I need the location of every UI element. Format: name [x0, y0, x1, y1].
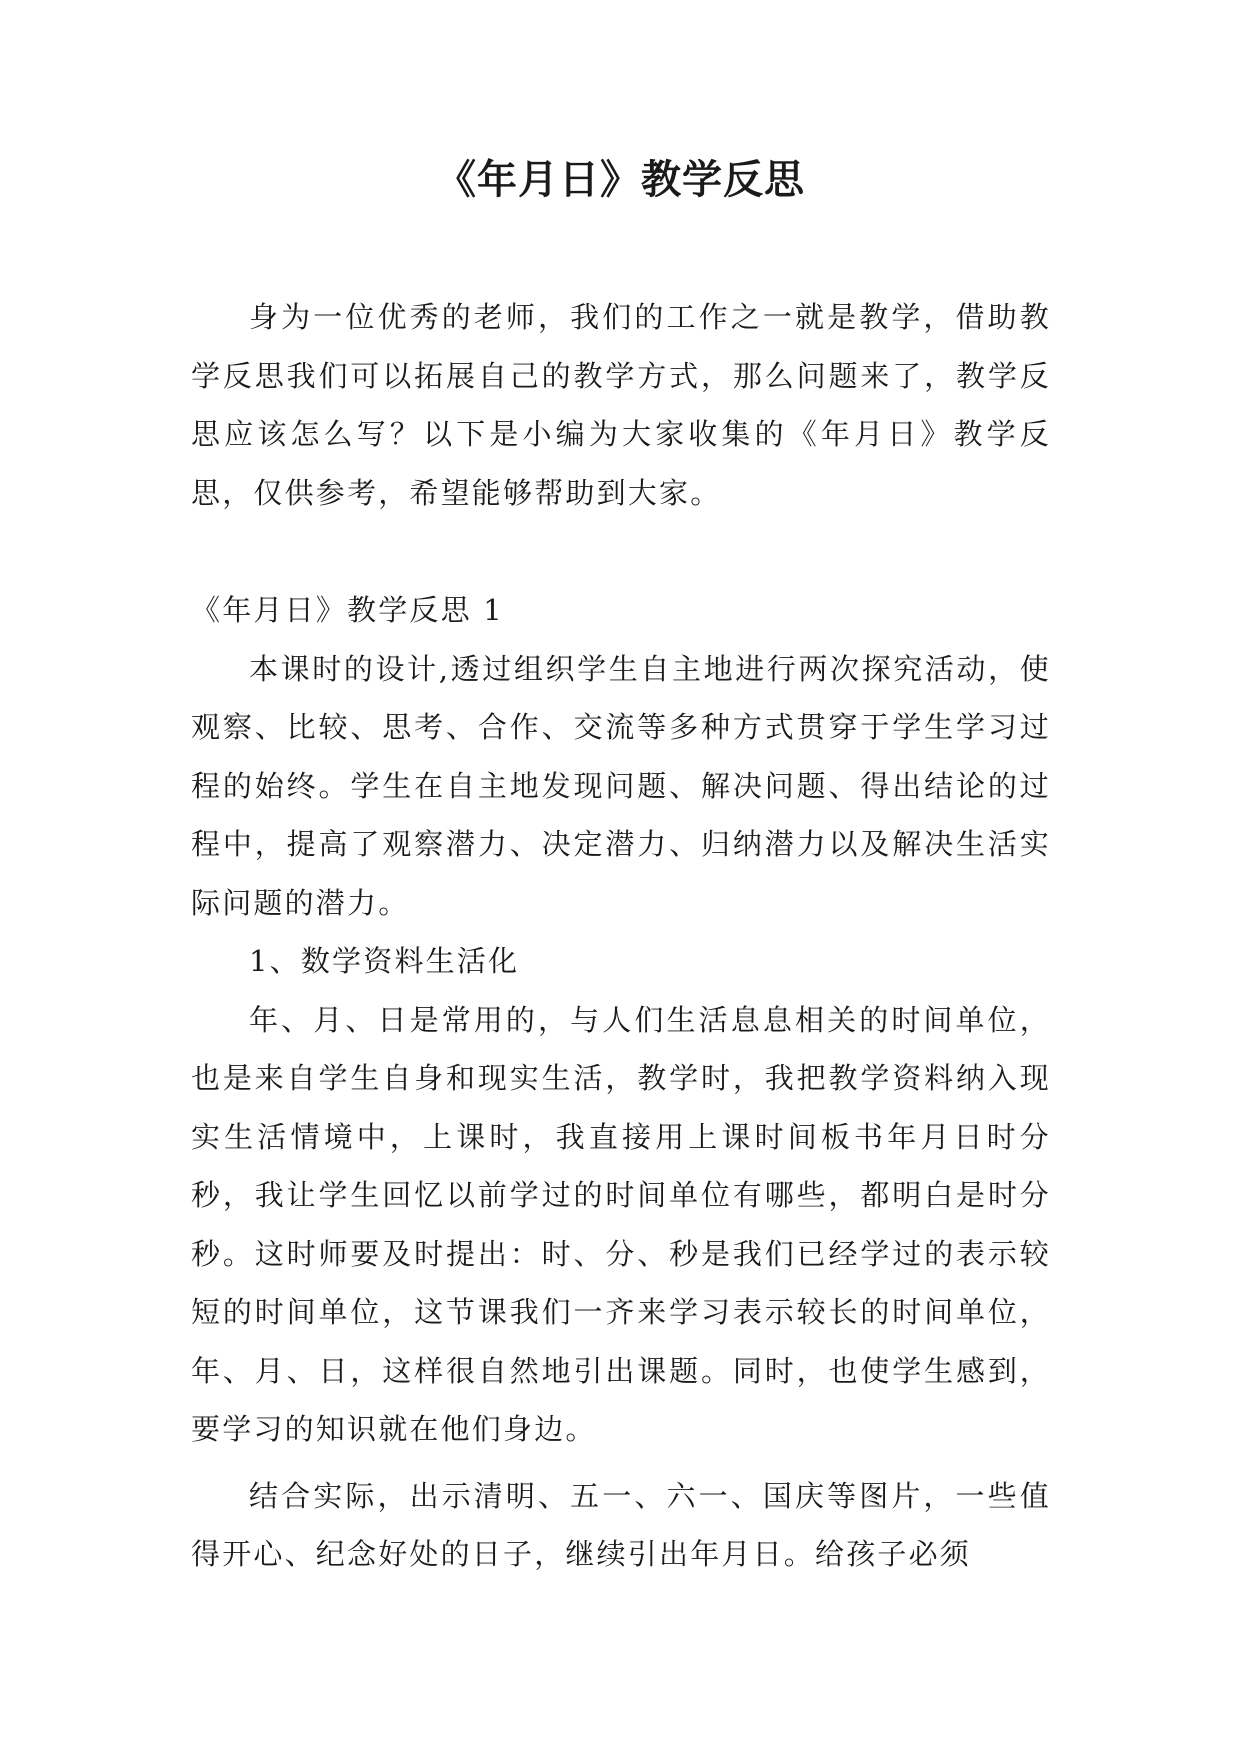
- section-heading: 《年月日》教学反思 1: [191, 593, 504, 627]
- body-paragraph: 本课时的设计,透过组织学生自主地进行两次探究活动，使观察、比较、思考、合作、交流等多种方式贯穿于学生学习过程的始终。学生在自主地发现问题、解决问题、得出结论的过程中，提高了观察潜力、决定潜力、归纳潜力以及解决生活实际问题的潜力。: [191, 651, 1051, 920]
- list-item-heading: 1、数学资料生活化: [249, 944, 520, 978]
- document-title: 《年月日》教学反思: [436, 157, 805, 203]
- body-paragraph: 结合实际，出示清明、五一、六一、国庆等图片，一些值得开心、纪念好处的日子，继续引出年月日。给孩子必须: [191, 1478, 1051, 1571]
- body-paragraph: 年、月、日是常用的，与人们生活息息相关的时间单位，也是来自学生自身和现实生活，教学时，我把教学资料纳入现实生活情境中，上课时，我直接用上课时间板书年月日时分秒，我让学生回忆以前学过的时间单位有哪些，都明白是时分秒。这时师要及时提出：时、分、秒是我们已经学过的表示较短的时间单位，这节课我们一齐来学习表示较长的时间单位，年、月、日，这样很自然地引出课题。同时，也使学生感到，要学习的知识就在他们身边。: [191, 1002, 1051, 1446]
- document-body: [191, 288, 1051, 1584]
- intro-paragraph: 身为一位优秀的老师，我们的工作之一就是教学，借助教学反思我们可以拓展自己的教学方式，那么问题来了，教学反思应该怎么写？以下是小编为大家收集的《年月日》教学反思，仅供参考，希望能够帮助到大家。: [191, 300, 1051, 510]
